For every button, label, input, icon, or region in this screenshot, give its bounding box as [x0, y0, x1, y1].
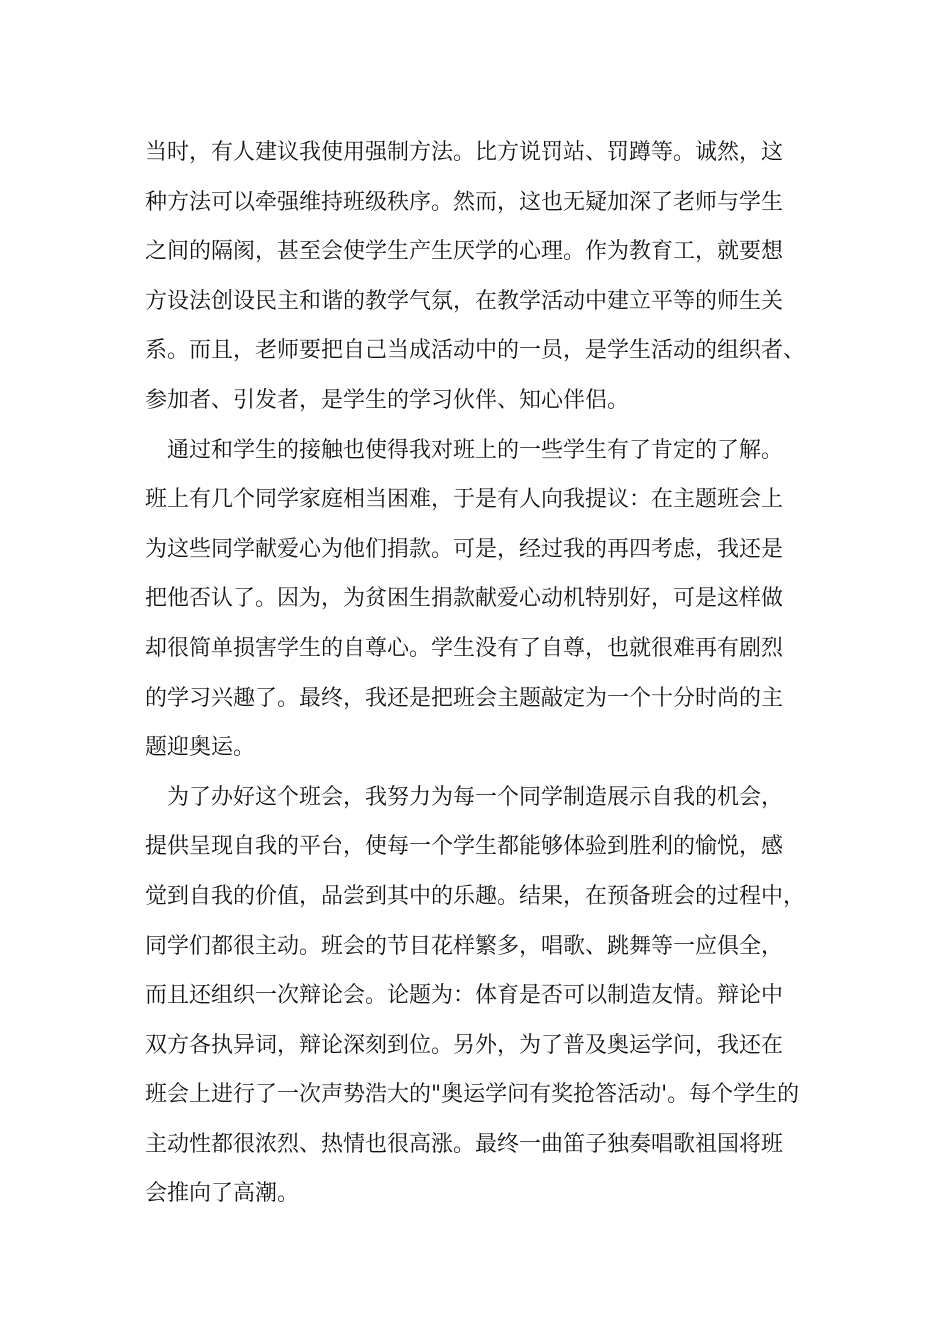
paragraph — [145, 128, 845, 426]
paragraph — [145, 426, 845, 773]
text-line: 种方法可以牵强维持班级秩序。然而，这也无疑加深了老师与学生 — [145, 189, 784, 215]
text-line: 主动性都很浓烈、热情也很高涨。最终一曲笛子独奏唱歌祖国将班 — [145, 1131, 784, 1157]
text-line: 班会上进行了一次声势浩大的"奥运学问有奖抢答活动'。每个学生的 — [145, 1082, 800, 1108]
text-line: 双方各执异词，辩论深刻到位。另外，为了普及奥运学问，我还在 — [145, 1032, 784, 1058]
text-line: 方设法创设民主和谐的教学气氛，在教学活动中建立平等的师生关 — [145, 288, 784, 314]
text-line: 班上有几个同学家庭相当困难，于是有人向我提议：在主题班会上 — [145, 487, 784, 513]
text-line: 的学习兴趣了。最终，我还是把班会主题敲定为一个十分时尚的主 — [145, 685, 784, 711]
text-line: 之间的隔阂，甚至会使学生产生厌学的心理。作为教育工，就要想 — [145, 239, 784, 265]
text-line: 同学们都很主动。班会的节目花样繁多，唱歌、跳舞等一应俱全， — [145, 933, 784, 959]
text-line: 通过和学生的接触也使得我对班上的一些学生有了肯定的了解。 — [167, 437, 784, 463]
text-line: 参加者、引发者，是学生的学习伙伴、知心伴侣。 — [145, 387, 630, 413]
text-line: 而且还组织一次辩论会。论题为：体育是否可以制造友情。辩论中 — [145, 983, 784, 1009]
text-line: 系。而且，老师要把自己当成活动中的一员，是学生活动的组织者、 — [145, 338, 806, 364]
body-text — [145, 128, 845, 1219]
text-line: 当时，有人建议我使用强制方法。比方说罚站、罚蹲等。诚然，这 — [145, 140, 784, 165]
text-line: 觉到自我的价值，品尝到其中的乐趣。结果，在预备班会的过程中， — [145, 883, 806, 909]
text-line: 为了办好这个班会，我努力为每一个同学制造展示自我的机会， — [167, 784, 784, 810]
text-line: 为这些同学献爱心为他们捐款。可是，经过我的再四考虑，我还是 — [145, 536, 784, 562]
text-line: 会推向了高潮。 — [145, 1181, 300, 1207]
text-line: 把他否认了。因为，为贫困生捐款献爱心动机特别好，可是这样做 — [145, 586, 784, 612]
paragraph — [145, 773, 845, 1219]
text-line: 题迎奥运。 — [145, 735, 256, 761]
text-line: 却很简单损害学生的自尊心。学生没有了自尊，也就很难再有剧烈 — [145, 635, 784, 661]
text-line: 提供呈现自我的平台，使每一个学生都能够体验到胜利的愉悦，感 — [145, 834, 784, 860]
